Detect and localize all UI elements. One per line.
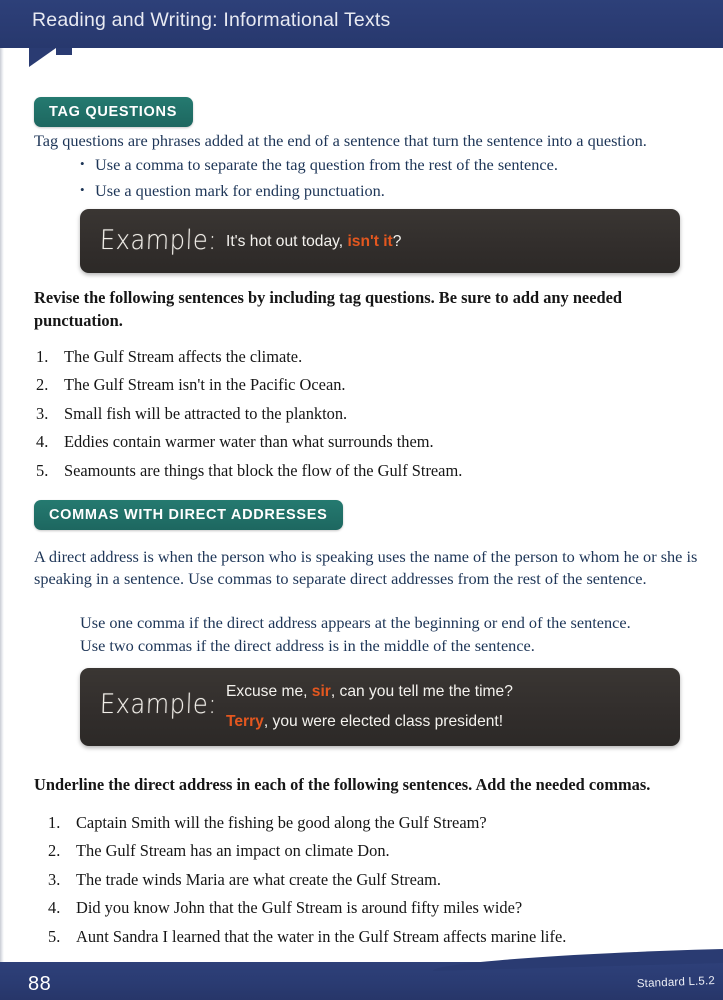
list-item-number: 4. (36, 432, 49, 452)
instruction-underline-direct-address: Underline the direct address in each of the following sentences. Add the needed commas. (34, 775, 651, 794)
list-item (48, 923, 716, 951)
example-text-before: It's hot out today, (226, 233, 348, 250)
example-text-highlight: sir (311, 683, 331, 700)
list-item-text: The Gulf Stream isn't in the Pacific Ocean. (64, 375, 346, 395)
list-item (36, 400, 716, 428)
list-item (48, 866, 716, 894)
tag-questions-intro: Tag questions are phrases added at the end of a sentence that turn the sentence into a question. (34, 131, 647, 150)
tag-questions-numbered-list (36, 343, 716, 485)
list-item: • Use a comma to separate the tag question from the rest of the sentence. (78, 152, 698, 178)
page-footer (0, 962, 723, 1000)
list-item-text: Eddies contain warmer water than what surrounds them. (64, 432, 434, 452)
page-title: Reading and Writing: Informational Texts (32, 9, 391, 31)
example-label: Example: (99, 688, 218, 720)
example-text-highlight: Terry (226, 713, 264, 730)
list-item-number: 1. (36, 347, 49, 366)
example-sentence (226, 713, 503, 731)
list-item-number: 1. (48, 813, 61, 832)
list-item-number: 2. (48, 841, 61, 861)
direct-address-numbered-list (48, 809, 716, 951)
example-text-after: , you were elected class president! (263, 713, 504, 730)
section-badge-label: TAG QUESTIONS (34, 97, 193, 127)
direct-address-intro: A direct address is when the person who is speaking uses the name of the person to whom he or she is speaking in a sentence. Use commas to separate direct addresses from the rest of the sentence. (34, 547, 698, 588)
list-item-number: 2. (36, 375, 49, 395)
page-number: 88 (28, 973, 52, 995)
list-item-text: Captain Smith will the fishing be good along the Gulf Stream? (76, 813, 487, 832)
list-item-text: Seamounts are things that block the flow of the Gulf Stream. (64, 460, 463, 480)
example-text-before: Excuse me, (226, 683, 312, 700)
instruction-revise-sentences: Revise the following sentences by including tag questions. Be sure to add any needed punctuation. (34, 288, 622, 330)
list-item-number: 3. (36, 403, 49, 423)
section-badge-label: COMMAS WITH DIRECT ADDRESSES (34, 500, 343, 530)
header-notch-step-shape (56, 48, 72, 55)
direct-address-rule-two: Use two commas if the direct address is in the middle of the sentence. (80, 636, 535, 655)
section-badge-tag-questions (34, 97, 193, 127)
list-item-text: The Gulf Stream has an impact on climate Don. (76, 841, 390, 861)
direct-address-rule-one: Use one comma if the direct address appears at the beginning or end of the sentence. (80, 613, 631, 632)
list-item-number: 5. (36, 460, 49, 480)
list-item (48, 837, 716, 865)
list-item-text: Small fish will be attracted to the plankton. (64, 403, 348, 423)
example-sentence (226, 683, 513, 701)
page-header (0, 0, 723, 48)
list-item (36, 457, 716, 485)
example-sentence (226, 233, 401, 251)
list-item (48, 809, 716, 837)
list-item-text: The Gulf Stream affects the climate. (64, 347, 303, 366)
page-binding-edge (0, 0, 4, 1000)
example-text-highlight: isn't it (347, 233, 393, 250)
example-box-direct-addresses (80, 668, 680, 746)
list-item (48, 894, 716, 922)
section-badge-commas-direct-addresses (34, 500, 343, 530)
list-item-number: 5. (48, 926, 61, 946)
example-label: Example: (99, 224, 218, 256)
list-item-text: The trade winds Maria are what create the Gulf Stream. (76, 869, 441, 889)
list-item-text: Did you know John that the Gulf Stream is around fifty miles wide? (76, 898, 523, 918)
tag-questions-bullet-list (78, 152, 698, 204)
list-item: • Use a question mark for ending punctuation. (78, 178, 698, 204)
list-item-number: 3. (48, 869, 61, 889)
example-box-tag-questions (80, 209, 680, 273)
standard-code: Standard L.5.2 (636, 975, 715, 991)
list-item-number: 4. (48, 898, 61, 918)
example-text-after: , can you tell me the time? (330, 683, 513, 700)
list-item (36, 343, 716, 371)
example-text-after: ? (392, 233, 402, 250)
list-item (36, 428, 716, 456)
list-item-text: Aunt Sandra I learned that the water in the Gulf Stream affects marine life. (76, 926, 567, 946)
list-item (36, 371, 716, 399)
